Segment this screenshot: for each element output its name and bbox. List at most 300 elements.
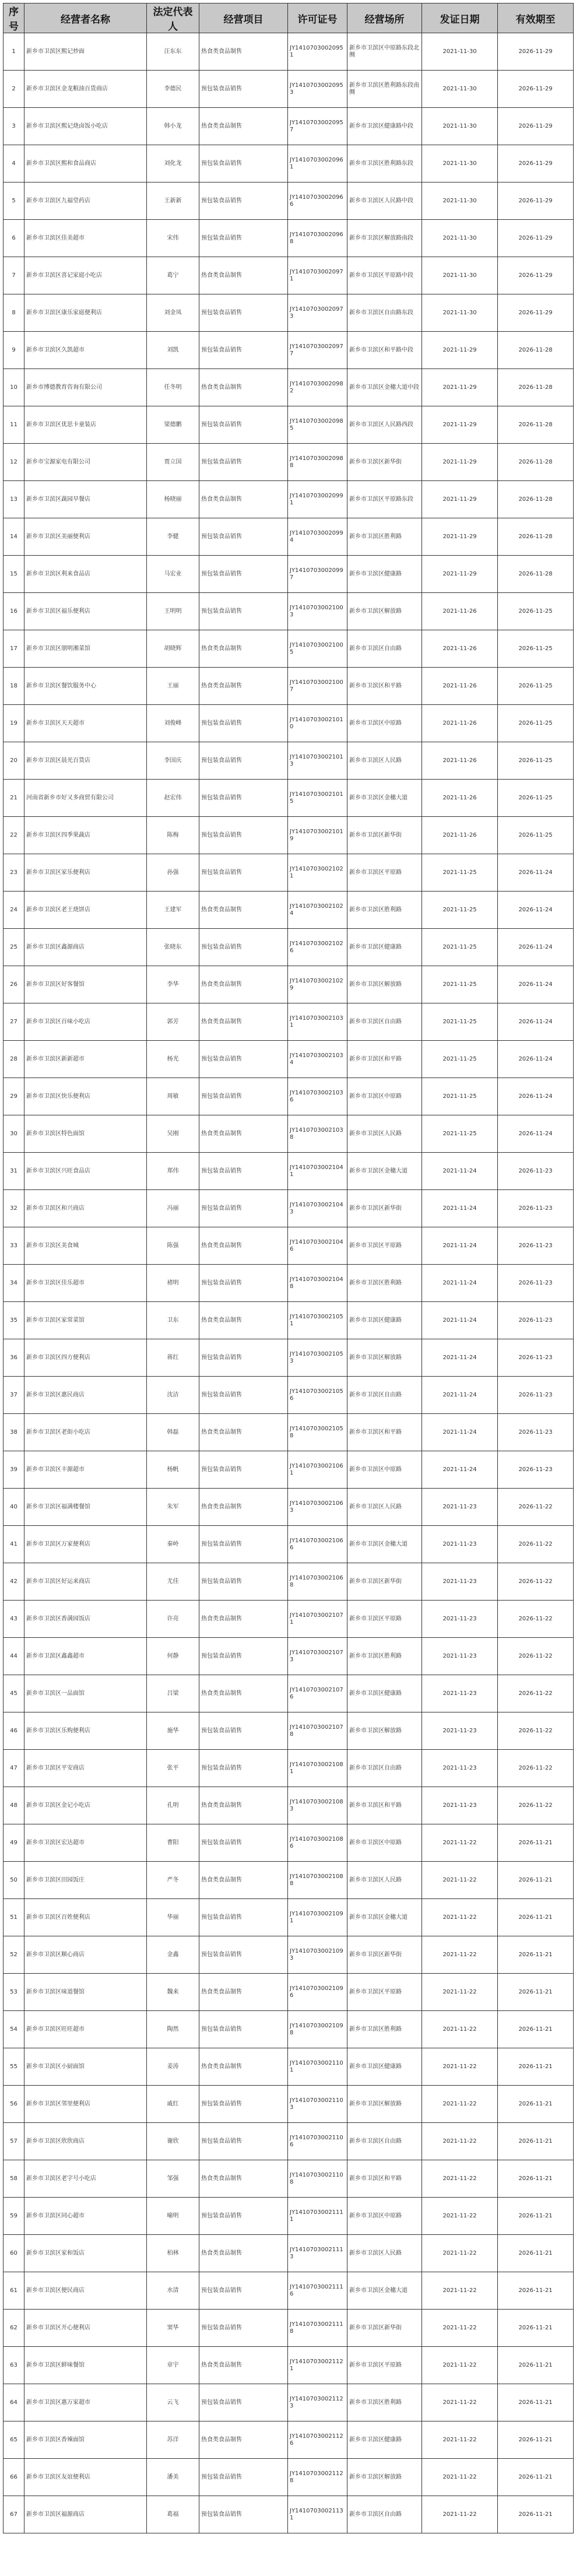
- cell-place: 新乡市卫滨区自由路: [347, 630, 422, 668]
- cell-operator: 新乡市卫滨区欣欣商店: [24, 2123, 147, 2160]
- cell-rep: 汪东东: [147, 33, 199, 71]
- cell-license: JY14107030020968: [288, 220, 347, 257]
- cell-no: 8: [3, 294, 24, 332]
- cell-operator: 新乡市卫滨区同心超市: [24, 2198, 147, 2235]
- cell-expiry: 2026-11-21: [498, 2086, 574, 2123]
- cell-issued: 2021-11-29: [422, 556, 498, 593]
- cell-items: 预包装食品销售: [199, 1190, 288, 1227]
- table-row: [3, 2272, 574, 2310]
- cell-operator: 新乡市卫滨区餐饮服务中心: [24, 668, 147, 705]
- cell-no: 5: [3, 183, 24, 220]
- cell-items: 预包装食品销售: [199, 406, 288, 444]
- table-row: [3, 2048, 574, 2086]
- cell-expiry: 2026-11-28: [498, 481, 574, 518]
- cell-items: 热食类食品制售: [199, 1115, 288, 1153]
- table-row: [3, 742, 574, 780]
- cell-rep: 云飞: [147, 2384, 199, 2421]
- cell-operator: 新乡市卫滨区乐购便利店: [24, 1712, 147, 1750]
- table-row: [3, 1601, 574, 1638]
- cell-license: JY14107030021073: [288, 1638, 347, 1675]
- cell-no: 56: [3, 2086, 24, 2123]
- table-row: [3, 1862, 574, 1899]
- cell-no: 55: [3, 2048, 24, 2086]
- cell-place: 新乡市卫滨区金穗大道: [347, 2272, 422, 2310]
- cell-no: 18: [3, 668, 24, 705]
- cell-license: JY14107030021118: [288, 2310, 347, 2347]
- cell-license: JY14107030021098: [288, 2011, 347, 2048]
- cell-expiry: 2026-11-21: [498, 2384, 574, 2421]
- cell-expiry: 2026-11-21: [498, 2272, 574, 2310]
- cell-rep: 蒋红: [147, 1339, 199, 1377]
- cell-expiry: 2026-11-24: [498, 1115, 574, 1153]
- cell-rep: 姜涛: [147, 2048, 199, 2086]
- cell-no: 51: [3, 1899, 24, 1936]
- cell-expiry: 2026-11-22: [498, 1489, 574, 1526]
- cell-issued: 2021-11-24: [422, 1339, 498, 1377]
- table-row: [3, 518, 574, 556]
- cell-place: 新乡市卫滨区胜利路东段南侧: [347, 71, 422, 108]
- cell-expiry: 2026-11-21: [498, 2048, 574, 2086]
- cell-items: 热食类食品制售: [199, 1489, 288, 1526]
- cell-expiry: 2026-11-23: [498, 1302, 574, 1339]
- cell-license: JY14107030021076: [288, 1675, 347, 1712]
- cell-expiry: 2026-11-28: [498, 332, 574, 369]
- cell-no: 57: [3, 2123, 24, 2160]
- cell-issued: 2021-11-23: [422, 1750, 498, 1787]
- cell-rep: 苏洋: [147, 2421, 199, 2459]
- header-rep: 法定代表人: [147, 3, 199, 33]
- cell-expiry: 2026-11-25: [498, 593, 574, 630]
- cell-no: 3: [3, 108, 24, 145]
- cell-license: JY14107030021116: [288, 2272, 347, 2310]
- cell-license: JY14107030020991: [288, 481, 347, 518]
- cell-expiry: 2026-11-23: [498, 1265, 574, 1302]
- cell-items: 预包装食品销售: [199, 1153, 288, 1190]
- cell-license: JY14107030021026: [288, 929, 347, 966]
- cell-operator: 新乡市卫滨区惠民商店: [24, 1377, 147, 1414]
- cell-license: JY14107030021013: [288, 742, 347, 780]
- cell-expiry: 2026-11-21: [498, 1862, 574, 1899]
- cell-no: 24: [3, 892, 24, 929]
- cell-no: 37: [3, 1377, 24, 1414]
- cell-license: JY14107030021036: [288, 1078, 347, 1115]
- cell-items: 预包装食品销售: [199, 1526, 288, 1563]
- cell-license: JY14107030021010: [288, 705, 347, 742]
- cell-license: JY14107030021126: [288, 2421, 347, 2459]
- table-row: [3, 2310, 574, 2347]
- cell-expiry: 2026-11-21: [498, 2123, 574, 2160]
- cell-no: 40: [3, 1489, 24, 1526]
- cell-items: 热食类食品制售: [199, 1003, 288, 1041]
- cell-license: JY14107030021086: [288, 1824, 347, 1862]
- cell-issued: 2021-11-23: [422, 1787, 498, 1824]
- cell-items: 预包装食品销售: [199, 2496, 288, 2533]
- cell-no: 50: [3, 1862, 24, 1899]
- cell-operator: 新乡市卫滨区晨光百货店: [24, 742, 147, 780]
- cell-rep: 葛福: [147, 2496, 199, 2533]
- cell-place: 新乡市卫滨区胜利路东段: [347, 145, 422, 183]
- cell-license: JY14107030021066: [288, 1526, 347, 1563]
- cell-expiry: 2026-11-21: [498, 1824, 574, 1862]
- cell-expiry: 2026-11-24: [498, 966, 574, 1003]
- cell-operator: 新乡市卫滨区惠万家超市: [24, 2384, 147, 2421]
- cell-operator: 新乡市卫滨区佳美超市: [24, 220, 147, 257]
- cell-rep: 沈洁: [147, 1377, 199, 1414]
- cell-issued: 2021-11-29: [422, 406, 498, 444]
- cell-items: 预包装食品销售: [199, 1638, 288, 1675]
- cell-items: 预包装食品销售: [199, 2384, 288, 2421]
- cell-place: 新乡市卫滨区解放路南段: [347, 220, 422, 257]
- cell-issued: 2021-11-29: [422, 369, 498, 406]
- cell-rep: 魏来: [147, 1974, 199, 2011]
- cell-operator: 新乡市卫滨区鑫鑫超市: [24, 1638, 147, 1675]
- cell-no: 21: [3, 780, 24, 817]
- cell-place: 新乡市卫滨区健康路: [347, 929, 422, 966]
- cell-no: 26: [3, 966, 24, 1003]
- cell-operator: 新乡市卫滨区邻里便利店: [24, 2086, 147, 2123]
- cell-license: JY14107030020994: [288, 518, 347, 556]
- table-row: [3, 1563, 574, 1601]
- cell-place: 新乡市卫滨区健康路: [347, 2421, 422, 2459]
- cell-items: 预包装食品销售: [199, 1339, 288, 1377]
- table-row: [3, 630, 574, 668]
- cell-rep: 卫东: [147, 1302, 199, 1339]
- cell-operator: 新乡市卫滨区福满楼餐馆: [24, 1489, 147, 1526]
- header-no: 序号: [3, 3, 24, 33]
- cell-place: 新乡市卫滨区胜利路: [347, 2384, 422, 2421]
- cell-rep: 窦华: [147, 2310, 199, 2347]
- cell-no: 49: [3, 1824, 24, 1862]
- cell-place: 新乡市卫滨区平原路东段: [347, 481, 422, 518]
- table-row: [3, 1041, 574, 1078]
- cell-place: 新乡市卫滨区人民路: [347, 1115, 422, 1153]
- cell-operator: 新乡市宝源家电有限公司: [24, 444, 147, 481]
- cell-license: JY14107030020988: [288, 444, 347, 481]
- cell-items: 热食类食品制售: [199, 966, 288, 1003]
- cell-license: JY14107030021071: [288, 1601, 347, 1638]
- cell-rep: 张晓东: [147, 929, 199, 966]
- cell-items: 预包装食品销售: [199, 1936, 288, 1974]
- cell-place: 新乡市卫滨区和平路中段: [347, 332, 422, 369]
- cell-no: 10: [3, 369, 24, 406]
- cell-issued: 2021-11-23: [422, 1601, 498, 1638]
- cell-no: 58: [3, 2160, 24, 2198]
- cell-items: 预包装食品销售: [199, 742, 288, 780]
- cell-expiry: 2026-11-21: [498, 2421, 574, 2459]
- cell-issued: 2021-11-22: [422, 2310, 498, 2347]
- cell-no: 64: [3, 2384, 24, 2421]
- table-row: [3, 1638, 574, 1675]
- cell-rep: 韩小龙: [147, 108, 199, 145]
- table-row: [3, 406, 574, 444]
- cell-issued: 2021-11-26: [422, 780, 498, 817]
- cell-operator: 新乡市卫滨区鲜味餐馆: [24, 2347, 147, 2384]
- table-row: [3, 966, 574, 1003]
- cell-issued: 2021-11-23: [422, 1563, 498, 1601]
- cell-issued: 2021-11-22: [422, 2384, 498, 2421]
- cell-no: 29: [3, 1078, 24, 1115]
- cell-issued: 2021-11-25: [422, 1041, 498, 1078]
- cell-items: 预包装食品销售: [199, 1265, 288, 1302]
- cell-expiry: 2026-11-21: [498, 2011, 574, 2048]
- cell-items: 预包装食品销售: [199, 854, 288, 892]
- table-row: [3, 1414, 574, 1451]
- cell-no: 46: [3, 1712, 24, 1750]
- cell-place: 新乡市卫滨区中原路: [347, 1824, 422, 1862]
- cell-no: 47: [3, 1750, 24, 1787]
- cell-place: 新乡市卫滨区解放路: [347, 2459, 422, 2496]
- cell-expiry: 2026-11-23: [498, 1190, 574, 1227]
- cell-no: 35: [3, 1302, 24, 1339]
- cell-no: 32: [3, 1190, 24, 1227]
- cell-rep: 褚明: [147, 1265, 199, 1302]
- cell-expiry: 2026-11-25: [498, 742, 574, 780]
- cell-license: JY14107030020966: [288, 183, 347, 220]
- cell-items: 热食类食品制售: [199, 1974, 288, 2011]
- cell-issued: 2021-11-22: [422, 1936, 498, 1974]
- cell-items: 预包装食品销售: [199, 1712, 288, 1750]
- cell-place: 新乡市卫滨区金穗大道中段: [347, 369, 422, 406]
- cell-place: 新乡市卫滨区健康路: [347, 2048, 422, 2086]
- cell-place: 新乡市卫滨区和平路: [347, 1787, 422, 1824]
- cell-issued: 2021-11-22: [422, 2421, 498, 2459]
- table-row: [3, 1526, 574, 1563]
- cell-issued: 2021-11-30: [422, 294, 498, 332]
- table-row: [3, 332, 574, 369]
- cell-items: 热食类食品制售: [199, 2347, 288, 2384]
- cell-license: JY14107030020985: [288, 406, 347, 444]
- cell-operator: 新乡市卫滨区熙记烧卤饭小吃店: [24, 108, 147, 145]
- cell-issued: 2021-11-25: [422, 1115, 498, 1153]
- cell-rep: 郑伟: [147, 1153, 199, 1190]
- cell-rep: 郭芳: [147, 1003, 199, 1041]
- cell-rep: 冯丽: [147, 1190, 199, 1227]
- cell-items: 预包装食品销售: [199, 2459, 288, 2496]
- cell-place: 新乡市卫滨区人民路: [347, 1862, 422, 1899]
- cell-rep: 杨晓丽: [147, 481, 199, 518]
- cell-place: 新乡市卫滨区自由路: [347, 1750, 422, 1787]
- cell-license: JY14107030021048: [288, 1265, 347, 1302]
- cell-operator: 河南省新乡市好又多商贸有限公司: [24, 780, 147, 817]
- cell-license: JY14107030021113: [288, 2235, 347, 2272]
- cell-issued: 2021-11-23: [422, 1526, 498, 1563]
- table-row: [3, 183, 574, 220]
- cell-license: JY14107030021091: [288, 1899, 347, 1936]
- cell-expiry: 2026-11-22: [498, 1563, 574, 1601]
- cell-items: 预包装食品销售: [199, 2310, 288, 2347]
- cell-issued: 2021-11-22: [422, 2160, 498, 2198]
- cell-place: 新乡市卫滨区健康路: [347, 556, 422, 593]
- cell-place: 新乡市卫滨区胜利路: [347, 2011, 422, 2048]
- cell-operator: 新乡市卫滨区平安商店: [24, 1750, 147, 1787]
- cell-no: 19: [3, 705, 24, 742]
- cell-operator: 新乡市卫滨区金龙粮油百货商店: [24, 71, 147, 108]
- cell-place: 新乡市卫滨区新华街: [347, 2310, 422, 2347]
- header-expiry: 有效期至: [498, 3, 574, 33]
- cell-operator: 新乡市卫滨区四季果蔬店: [24, 817, 147, 854]
- cell-license: JY14107030021041: [288, 1153, 347, 1190]
- cell-license: JY14107030021051: [288, 1302, 347, 1339]
- cell-rep: 张平: [147, 1750, 199, 1787]
- table-row: [3, 593, 574, 630]
- cell-license: JY14107030021061: [288, 1451, 347, 1489]
- table-row: [3, 892, 574, 929]
- cell-operator: 新乡市卫滨区佳乐超市: [24, 1265, 147, 1302]
- cell-items: 热食类食品制售: [199, 2235, 288, 2272]
- cell-expiry: 2026-11-21: [498, 2198, 574, 2235]
- cell-expiry: 2026-11-25: [498, 630, 574, 668]
- table-row: [3, 444, 574, 481]
- cell-place: 新乡市卫滨区和平路: [347, 1041, 422, 1078]
- cell-rep: 喻明: [147, 2198, 199, 2235]
- table-row: [3, 2421, 574, 2459]
- cell-items: 预包装食品销售: [199, 780, 288, 817]
- cell-license: JY14107030021046: [288, 1227, 347, 1265]
- cell-issued: 2021-11-30: [422, 257, 498, 294]
- cell-place: 新乡市卫滨区胜利路: [347, 892, 422, 929]
- cell-operator: 新乡市卫滨区四方便利店: [24, 1339, 147, 1377]
- cell-issued: 2021-11-29: [422, 481, 498, 518]
- cell-issued: 2021-11-24: [422, 1227, 498, 1265]
- cell-operator: 新乡市卫滨区老王烧饼店: [24, 892, 147, 929]
- cell-issued: 2021-11-25: [422, 1003, 498, 1041]
- cell-rep: 潘美: [147, 2459, 199, 2496]
- cell-items: 预包装食品销售: [199, 2272, 288, 2310]
- cell-rep: 任冬明: [147, 369, 199, 406]
- table-row: [3, 2347, 574, 2384]
- cell-issued: 2021-11-26: [422, 705, 498, 742]
- cell-expiry: 2026-11-28: [498, 444, 574, 481]
- cell-license: JY14107030021003: [288, 593, 347, 630]
- cell-items: 预包装食品销售: [199, 1750, 288, 1787]
- cell-license: JY14107030021019: [288, 817, 347, 854]
- cell-expiry: 2026-11-28: [498, 369, 574, 406]
- cell-no: 42: [3, 1563, 24, 1601]
- cell-no: 59: [3, 2198, 24, 2235]
- cell-items: 预包装食品销售: [199, 145, 288, 183]
- cell-items: 热食类食品制售: [199, 369, 288, 406]
- cell-operator: 新乡市卫滨区金记小吃店: [24, 1787, 147, 1824]
- cell-rep: 戚红: [147, 2086, 199, 2123]
- cell-operator: 新乡市卫滨区快乐便利店: [24, 1078, 147, 1115]
- table-row: [3, 1078, 574, 1115]
- cell-rep: 李华: [147, 966, 199, 1003]
- cell-issued: 2021-11-22: [422, 2198, 498, 2235]
- table-row: [3, 929, 574, 966]
- cell-license: JY14107030021063: [288, 1489, 347, 1526]
- cell-license: JY14107030021096: [288, 1974, 347, 2011]
- cell-operator: 新乡市卫滨区蔬园早餐店: [24, 481, 147, 518]
- cell-no: 2: [3, 71, 24, 108]
- cell-items: 预包装食品销售: [199, 332, 288, 369]
- cell-rep: 陈梅: [147, 817, 199, 854]
- cell-place: 新乡市卫滨区解放路: [347, 966, 422, 1003]
- cell-items: 热食类食品制售: [199, 108, 288, 145]
- cell-no: 63: [3, 2347, 24, 2384]
- cell-expiry: 2026-11-25: [498, 668, 574, 705]
- cell-rep: 宋伟: [147, 220, 199, 257]
- cell-no: 65: [3, 2421, 24, 2459]
- cell-expiry: 2026-11-23: [498, 1153, 574, 1190]
- header-place: 经营场所: [347, 3, 422, 33]
- cell-issued: 2021-11-25: [422, 929, 498, 966]
- cell-expiry: 2026-11-29: [498, 145, 574, 183]
- cell-no: 16: [3, 593, 24, 630]
- cell-expiry: 2026-11-24: [498, 1041, 574, 1078]
- cell-expiry: 2026-11-24: [498, 1078, 574, 1115]
- cell-operator: 新乡市卫滨区家常菜馆: [24, 1302, 147, 1339]
- cell-issued: 2021-11-26: [422, 593, 498, 630]
- cell-rep: 柏林: [147, 2235, 199, 2272]
- cell-operator: 新乡市博德教育咨询有限公司: [24, 369, 147, 406]
- cell-license: JY14107030021103: [288, 2086, 347, 2123]
- cell-place: 新乡市卫滨区解放路: [347, 1339, 422, 1377]
- cell-no: 60: [3, 2235, 24, 2272]
- cell-rep: 朱军: [147, 1489, 199, 1526]
- cell-no: 53: [3, 1974, 24, 2011]
- cell-operator: 新乡市卫滨区和兴商店: [24, 1190, 147, 1227]
- cell-issued: 2021-11-23: [422, 1675, 498, 1712]
- cell-operator: 新乡市卫滨区利来食品店: [24, 556, 147, 593]
- cell-operator: 新乡市卫滨区家乐便利店: [24, 854, 147, 892]
- cell-expiry: 2026-11-29: [498, 220, 574, 257]
- cell-items: 预包装食品销售: [199, 817, 288, 854]
- cell-license: JY14107030021123: [288, 2384, 347, 2421]
- cell-items: 预包装食品销售: [199, 444, 288, 481]
- cell-operator: 新乡市卫滨区优思卡童装店: [24, 406, 147, 444]
- cell-operator: 新乡市卫滨区顺心商店: [24, 1936, 147, 1974]
- cell-rep: 杨帆: [147, 1451, 199, 1489]
- cell-license: JY14107030020957: [288, 108, 347, 145]
- cell-license: JY14107030021024: [288, 892, 347, 929]
- cell-operator: 新乡市卫滨区久凯超市: [24, 332, 147, 369]
- cell-license: JY14107030021128: [288, 2459, 347, 2496]
- cell-operator: 新乡市卫滨区家和饭店: [24, 2235, 147, 2272]
- cell-rep: 刘凯: [147, 332, 199, 369]
- cell-issued: 2021-11-22: [422, 1974, 498, 2011]
- cell-operator: 新乡市卫滨区好客餐馆: [24, 966, 147, 1003]
- cell-license: JY14107030021015: [288, 780, 347, 817]
- cell-operator: 新乡市卫滨区九福堂药店: [24, 183, 147, 220]
- table-row: [3, 1302, 574, 1339]
- cell-rep: 韩磊: [147, 1414, 199, 1451]
- cell-license: JY14107030021043: [288, 1190, 347, 1227]
- cell-license: JY14107030021078: [288, 1712, 347, 1750]
- cell-items: 热食类食品制售: [199, 481, 288, 518]
- table-row: [3, 481, 574, 518]
- cell-place: 新乡市卫滨区新华街: [347, 1563, 422, 1601]
- cell-place: 新乡市卫滨区平原路: [347, 2347, 422, 2384]
- cell-license: JY14107030021111: [288, 2198, 347, 2235]
- cell-items: 预包装食品销售: [199, 2011, 288, 2048]
- cell-rep: 梁德鹏: [147, 406, 199, 444]
- cell-items: 预包装食品销售: [199, 294, 288, 332]
- table-row: [3, 817, 574, 854]
- cell-operator: 新乡市卫滨区熙记炒面: [24, 33, 147, 71]
- cell-license: JY14107030020977: [288, 332, 347, 369]
- cell-operator: 新乡市卫滨区万家便利店: [24, 1526, 147, 1563]
- cell-issued: 2021-11-22: [422, 2272, 498, 2310]
- cell-no: 61: [3, 2272, 24, 2310]
- cell-rep: 金鑫: [147, 1936, 199, 1974]
- table-row: [3, 1339, 574, 1377]
- cell-no: 36: [3, 1339, 24, 1377]
- cell-license: JY14107030021029: [288, 966, 347, 1003]
- cell-place: 新乡市卫滨区胜利路: [347, 1265, 422, 1302]
- cell-expiry: 2026-11-21: [498, 2496, 574, 2533]
- cell-items: 热食类食品制售: [199, 1862, 288, 1899]
- cell-rep: 陶然: [147, 2011, 199, 2048]
